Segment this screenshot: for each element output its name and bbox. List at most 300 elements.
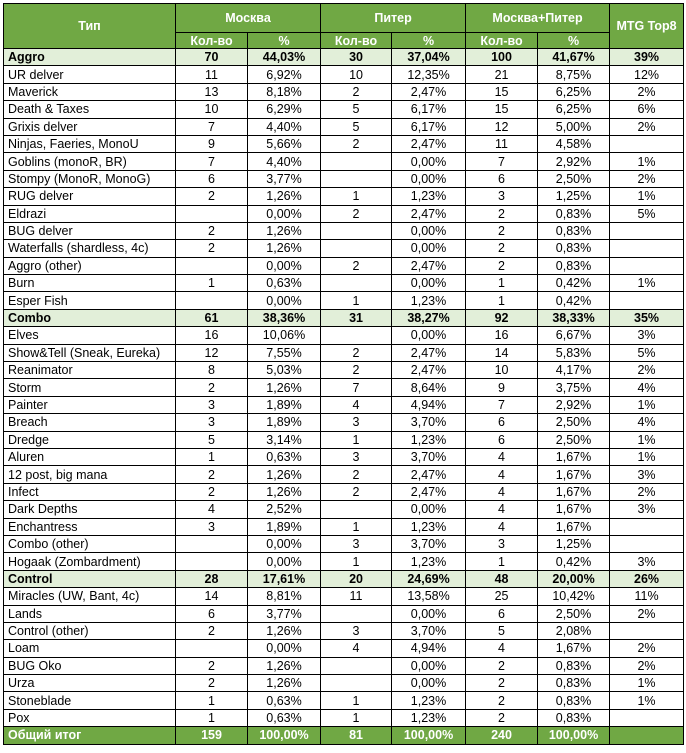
cell-top8: 1% (610, 153, 684, 170)
cell-top8: 4% (610, 379, 684, 396)
cell-top8: 2% (610, 362, 684, 379)
cell-type: Painter (4, 396, 176, 413)
cell-piter-count: 2 (321, 83, 392, 100)
cell-piter-pct: 6,17% (392, 118, 466, 135)
cell-piter-pct: 2,47% (392, 466, 466, 483)
cell-piter-pct: 0,00% (392, 275, 466, 292)
table-row (4, 535, 684, 552)
cell-top8: 1% (610, 275, 684, 292)
cell-type: Reanimator (4, 362, 176, 379)
cell-piter-count: 10 (321, 66, 392, 83)
cell-moscow-count: 2 (176, 222, 248, 239)
cell-top8: 1% (610, 431, 684, 448)
cell-piter-count: 2 (321, 257, 392, 274)
cell-piter-count (321, 657, 392, 674)
cell-both-count: 21 (466, 66, 538, 83)
cell-moscow-count: 2 (176, 466, 248, 483)
cell-top8: 2% (610, 118, 684, 135)
table-row (4, 205, 684, 222)
cell-both-pct: 2,50% (538, 605, 610, 622)
cell-both-count: 4 (466, 448, 538, 465)
cell-both-pct: 1,25% (538, 188, 610, 205)
cell-both-pct: 0,83% (538, 657, 610, 674)
cell-moscow-pct: 5,03% (248, 362, 321, 379)
cell-type: Death & Taxes (4, 101, 176, 118)
cell-piter-count: 3 (321, 448, 392, 465)
cell-piter-pct: 13,58% (392, 588, 466, 605)
table-row (4, 501, 684, 518)
cell-both-count: 3 (466, 535, 538, 552)
cell-piter-pct: 2,47% (392, 135, 466, 152)
cell-both-pct: 41,67% (538, 49, 610, 66)
cell-piter-count: 20 (321, 570, 392, 587)
cell-moscow-pct: 6,92% (248, 66, 321, 83)
cell-both-count: 10 (466, 362, 538, 379)
table-row (4, 222, 684, 239)
cell-type: Elves (4, 327, 176, 344)
cell-moscow-count: 28 (176, 570, 248, 587)
cell-top8 (610, 622, 684, 639)
group-row (4, 570, 684, 587)
cell-moscow-count: 9 (176, 135, 248, 152)
cell-both-pct: 2,92% (538, 396, 610, 413)
cell-piter-pct: 12,35% (392, 66, 466, 83)
cell-top8: 1% (610, 448, 684, 465)
cell-piter-pct: 0,00% (392, 605, 466, 622)
cell-type: Control (other) (4, 622, 176, 639)
cell-both-pct: 2,92% (538, 153, 610, 170)
cell-both-pct: 2,50% (538, 431, 610, 448)
cell-both-pct: 20,00% (538, 570, 610, 587)
table-row (4, 605, 684, 622)
cell-both-count: 1 (466, 275, 538, 292)
cell-top8: 4% (610, 414, 684, 431)
cell-moscow-count: 2 (176, 483, 248, 500)
cell-both-pct: 6,25% (538, 101, 610, 118)
cell-type: Enchantress (4, 518, 176, 535)
cell-top8: 2% (610, 657, 684, 674)
table-row (4, 188, 684, 205)
cell-top8: 11% (610, 588, 684, 605)
header-both-pct: % (538, 33, 610, 49)
cell-type: Urza (4, 675, 176, 692)
cell-type: Dark Depths (4, 501, 176, 518)
cell-moscow-pct: 1,26% (248, 222, 321, 239)
cell-moscow-count: 6 (176, 605, 248, 622)
cell-piter-count: 2 (321, 466, 392, 483)
cell-moscow-count: 3 (176, 396, 248, 413)
cell-moscow-count: 2 (176, 675, 248, 692)
cell-moscow-pct: 3,77% (248, 605, 321, 622)
cell-piter-count: 1 (321, 431, 392, 448)
cell-piter-count: 3 (321, 622, 392, 639)
cell-piter-pct: 1,23% (392, 692, 466, 709)
cell-piter-pct: 1,23% (392, 188, 466, 205)
cell-moscow-count (176, 640, 248, 657)
cell-piter-pct: 100,00% (392, 727, 466, 744)
cell-both-count: 4 (466, 483, 538, 500)
cell-type: Maverick (4, 83, 176, 100)
cell-moscow-pct: 2,52% (248, 501, 321, 518)
cell-top8: 2% (610, 170, 684, 187)
cell-both-count: 2 (466, 205, 538, 222)
cell-moscow-count: 1 (176, 448, 248, 465)
cell-piter-pct: 1,23% (392, 518, 466, 535)
cell-both-pct: 1,25% (538, 535, 610, 552)
cell-both-count: 6 (466, 431, 538, 448)
cell-both-count: 240 (466, 727, 538, 744)
cell-piter-pct: 3,70% (392, 414, 466, 431)
cell-both-count: 48 (466, 570, 538, 587)
cell-moscow-pct: 1,89% (248, 396, 321, 413)
cell-top8: 3% (610, 466, 684, 483)
cell-type: Goblins (monoR, BR) (4, 153, 176, 170)
header-both-count: Кол-во (466, 33, 538, 49)
cell-type: Eldrazi (4, 205, 176, 222)
cell-both-pct: 2,08% (538, 622, 610, 639)
cell-both-count: 3 (466, 188, 538, 205)
cell-piter-count: 1 (321, 692, 392, 709)
cell-top8 (610, 135, 684, 152)
cell-piter-count: 2 (321, 362, 392, 379)
cell-piter-pct: 8,64% (392, 379, 466, 396)
cell-moscow-count: 16 (176, 327, 248, 344)
total-row (4, 727, 684, 744)
cell-both-pct: 0,83% (538, 692, 610, 709)
cell-piter-count: 1 (321, 709, 392, 726)
cell-type: Show&Tell (Sneak, Eureka) (4, 344, 176, 361)
group-row (4, 309, 684, 326)
cell-piter-pct: 2,47% (392, 205, 466, 222)
cell-both-count: 7 (466, 396, 538, 413)
cell-both-pct: 1,67% (538, 501, 610, 518)
cell-piter-count (321, 240, 392, 257)
cell-piter-count: 5 (321, 118, 392, 135)
cell-piter-pct: 1,23% (392, 709, 466, 726)
cell-top8: 3% (610, 327, 684, 344)
cell-both-pct: 10,42% (538, 588, 610, 605)
cell-both-pct: 3,75% (538, 379, 610, 396)
cell-piter-pct: 2,47% (392, 257, 466, 274)
cell-both-pct: 2,50% (538, 170, 610, 187)
table-row (4, 135, 684, 152)
cell-piter-pct: 2,47% (392, 483, 466, 500)
cell-top8: 3% (610, 553, 684, 570)
cell-both-count: 25 (466, 588, 538, 605)
cell-piter-count: 2 (321, 205, 392, 222)
cell-moscow-count: 70 (176, 49, 248, 66)
table-row (4, 240, 684, 257)
cell-moscow-count: 2 (176, 240, 248, 257)
cell-both-count: 11 (466, 135, 538, 152)
cell-top8: 2% (610, 605, 684, 622)
header-moscow-count: Кол-во (176, 33, 248, 49)
cell-top8: 6% (610, 101, 684, 118)
table-body (4, 49, 684, 745)
header-piter-pct: % (392, 33, 466, 49)
cell-type: Combo (other) (4, 535, 176, 552)
table-row (4, 118, 684, 135)
table-row (4, 466, 684, 483)
cell-top8: 3% (610, 501, 684, 518)
cell-piter-count (321, 275, 392, 292)
cell-piter-pct: 4,94% (392, 640, 466, 657)
cell-moscow-pct: 1,26% (248, 622, 321, 639)
cell-piter-pct: 0,00% (392, 327, 466, 344)
table-row (4, 692, 684, 709)
cell-top8 (610, 727, 684, 744)
cell-moscow-count: 3 (176, 414, 248, 431)
table-row (4, 622, 684, 639)
cell-moscow-pct: 6,29% (248, 101, 321, 118)
cell-moscow-pct: 0,63% (248, 692, 321, 709)
cell-both-count: 16 (466, 327, 538, 344)
cell-piter-pct: 2,47% (392, 83, 466, 100)
cell-both-pct: 1,67% (538, 448, 610, 465)
cell-piter-count: 11 (321, 588, 392, 605)
cell-piter-count: 4 (321, 640, 392, 657)
cell-both-count: 14 (466, 344, 538, 361)
table-row (4, 344, 684, 361)
cell-both-count: 6 (466, 170, 538, 187)
cell-type: Miracles (UW, Bant, 4c) (4, 588, 176, 605)
cell-top8: 2% (610, 640, 684, 657)
table-row (4, 431, 684, 448)
table-row (4, 292, 684, 309)
cell-top8: 12% (610, 66, 684, 83)
cell-both-count: 6 (466, 414, 538, 431)
cell-piter-pct: 0,00% (392, 240, 466, 257)
cell-moscow-count: 1 (176, 709, 248, 726)
cell-top8: 1% (610, 188, 684, 205)
table-row (4, 83, 684, 100)
cell-moscow-pct: 4,40% (248, 118, 321, 135)
table-row (4, 518, 684, 535)
cell-both-pct: 0,83% (538, 240, 610, 257)
cell-piter-pct: 3,70% (392, 622, 466, 639)
cell-moscow-count: 13 (176, 83, 248, 100)
cell-both-pct: 0,83% (538, 222, 610, 239)
cell-piter-count (321, 153, 392, 170)
cell-both-count: 1 (466, 292, 538, 309)
cell-both-pct: 1,67% (538, 640, 610, 657)
cell-both-count: 2 (466, 709, 538, 726)
cell-moscow-count: 3 (176, 518, 248, 535)
header-moscow: Москва (176, 4, 321, 33)
cell-type: Pox (4, 709, 176, 726)
cell-moscow-pct: 100,00% (248, 727, 321, 744)
cell-top8: 1% (610, 675, 684, 692)
cell-both-pct: 5,00% (538, 118, 610, 135)
table-row (4, 553, 684, 570)
cell-type: Grixis delver (4, 118, 176, 135)
cell-top8: 2% (610, 483, 684, 500)
cell-piter-count (321, 675, 392, 692)
table-row (4, 170, 684, 187)
cell-piter-pct: 1,23% (392, 553, 466, 570)
cell-both-pct: 6,67% (538, 327, 610, 344)
cell-both-count: 2 (466, 657, 538, 674)
cell-type: Stompy (MonoR, MonoG) (4, 170, 176, 187)
cell-top8 (610, 257, 684, 274)
cell-piter-pct: 6,17% (392, 101, 466, 118)
cell-piter-count: 7 (321, 379, 392, 396)
cell-moscow-count: 6 (176, 170, 248, 187)
cell-piter-pct: 1,23% (392, 292, 466, 309)
cell-piter-pct: 3,70% (392, 448, 466, 465)
cell-moscow-pct: 4,40% (248, 153, 321, 170)
cell-both-pct: 5,83% (538, 344, 610, 361)
cell-moscow-count: 1 (176, 692, 248, 709)
cell-both-count: 4 (466, 640, 538, 657)
cell-both-count: 15 (466, 83, 538, 100)
table-row (4, 483, 684, 500)
cell-both-pct: 38,33% (538, 309, 610, 326)
cell-both-count: 6 (466, 605, 538, 622)
cell-top8: 1% (610, 396, 684, 413)
cell-moscow-pct: 1,26% (248, 188, 321, 205)
cell-moscow-pct: 1,89% (248, 414, 321, 431)
cell-type: Ninjas, Faeries, MonoU (4, 135, 176, 152)
cell-piter-pct: 1,23% (392, 431, 466, 448)
cell-type: RUG delver (4, 188, 176, 205)
cell-moscow-pct: 8,81% (248, 588, 321, 605)
cell-type: Storm (4, 379, 176, 396)
cell-moscow-pct: 0,63% (248, 275, 321, 292)
cell-moscow-count (176, 257, 248, 274)
cell-type: 12 post, big mana (4, 466, 176, 483)
cell-top8: 1% (610, 692, 684, 709)
cell-moscow-pct: 3,14% (248, 431, 321, 448)
cell-both-count: 2 (466, 240, 538, 257)
table-row (4, 327, 684, 344)
cell-both-count: 1 (466, 553, 538, 570)
table-row (4, 362, 684, 379)
cell-type: Esper Fish (4, 292, 176, 309)
cell-moscow-pct: 10,06% (248, 327, 321, 344)
table-row (4, 257, 684, 274)
cell-both-pct: 0,83% (538, 257, 610, 274)
cell-top8: 5% (610, 344, 684, 361)
table-row (4, 675, 684, 692)
header-both: Москва+Питер (466, 4, 610, 33)
cell-moscow-count (176, 535, 248, 552)
cell-piter-count (321, 327, 392, 344)
cell-moscow-pct: 7,55% (248, 344, 321, 361)
header-piter-count: Кол-во (321, 33, 392, 49)
cell-moscow-pct: 38,36% (248, 309, 321, 326)
cell-moscow-pct: 1,26% (248, 657, 321, 674)
cell-type: Aggro (other) (4, 257, 176, 274)
cell-piter-count: 2 (321, 344, 392, 361)
cell-piter-count (321, 501, 392, 518)
cell-top8: 35% (610, 309, 684, 326)
cell-type: Общий итог (4, 727, 176, 744)
cell-moscow-pct: 1,26% (248, 379, 321, 396)
cell-both-pct: 4,17% (538, 362, 610, 379)
table-row (4, 709, 684, 726)
cell-moscow-pct: 3,77% (248, 170, 321, 187)
cell-piter-count: 1 (321, 553, 392, 570)
cell-type: UR delver (4, 66, 176, 83)
cell-both-pct: 2,50% (538, 414, 610, 431)
cell-top8 (610, 709, 684, 726)
cell-both-count: 12 (466, 118, 538, 135)
cell-piter-pct: 24,69% (392, 570, 466, 587)
archetype-stats-table (3, 3, 684, 745)
cell-moscow-pct: 1,26% (248, 483, 321, 500)
cell-moscow-count: 7 (176, 118, 248, 135)
cell-piter-count: 81 (321, 727, 392, 744)
cell-moscow-count: 5 (176, 431, 248, 448)
table-row (4, 66, 684, 83)
cell-piter-pct: 0,00% (392, 675, 466, 692)
cell-piter-pct: 0,00% (392, 153, 466, 170)
cell-both-pct: 0,83% (538, 709, 610, 726)
cell-moscow-count: 1 (176, 275, 248, 292)
cell-moscow-count (176, 205, 248, 222)
cell-both-count: 2 (466, 675, 538, 692)
cell-moscow-count: 4 (176, 501, 248, 518)
cell-piter-count: 5 (321, 101, 392, 118)
cell-moscow-pct: 0,00% (248, 292, 321, 309)
cell-moscow-pct: 8,18% (248, 83, 321, 100)
cell-both-count: 7 (466, 153, 538, 170)
cell-type: BUG Oko (4, 657, 176, 674)
cell-top8 (610, 222, 684, 239)
cell-top8 (610, 518, 684, 535)
cell-piter-count: 30 (321, 49, 392, 66)
header-moscow-pct: % (248, 33, 321, 49)
cell-moscow-pct: 1,26% (248, 240, 321, 257)
cell-type: Control (4, 570, 176, 587)
cell-moscow-pct: 0,00% (248, 553, 321, 570)
cell-type: Combo (4, 309, 176, 326)
cell-piter-pct: 3,70% (392, 535, 466, 552)
cell-moscow-pct: 44,03% (248, 49, 321, 66)
cell-both-pct: 1,67% (538, 518, 610, 535)
cell-type: Infect (4, 483, 176, 500)
cell-type: Waterfalls (shardless, 4c) (4, 240, 176, 257)
cell-both-pct: 0,83% (538, 205, 610, 222)
cell-both-pct: 100,00% (538, 727, 610, 744)
cell-piter-count (321, 222, 392, 239)
cell-both-pct: 0,83% (538, 675, 610, 692)
cell-piter-pct: 2,47% (392, 344, 466, 361)
cell-top8: 2% (610, 83, 684, 100)
cell-piter-pct: 0,00% (392, 657, 466, 674)
cell-both-pct: 0,42% (538, 292, 610, 309)
cell-both-pct: 4,58% (538, 135, 610, 152)
cell-moscow-count: 14 (176, 588, 248, 605)
cell-both-count: 9 (466, 379, 538, 396)
cell-piter-count: 1 (321, 518, 392, 535)
cell-type: Aggro (4, 49, 176, 66)
table-row (4, 153, 684, 170)
cell-top8 (610, 292, 684, 309)
cell-top8: 26% (610, 570, 684, 587)
cell-piter-count: 4 (321, 396, 392, 413)
cell-type: BUG delver (4, 222, 176, 239)
cell-moscow-pct: 0,63% (248, 709, 321, 726)
cell-type: Breach (4, 414, 176, 431)
cell-moscow-count: 7 (176, 153, 248, 170)
cell-type: Burn (4, 275, 176, 292)
cell-both-count: 2 (466, 692, 538, 709)
cell-moscow-count: 159 (176, 727, 248, 744)
cell-moscow-pct: 1,89% (248, 518, 321, 535)
cell-moscow-count: 61 (176, 309, 248, 326)
